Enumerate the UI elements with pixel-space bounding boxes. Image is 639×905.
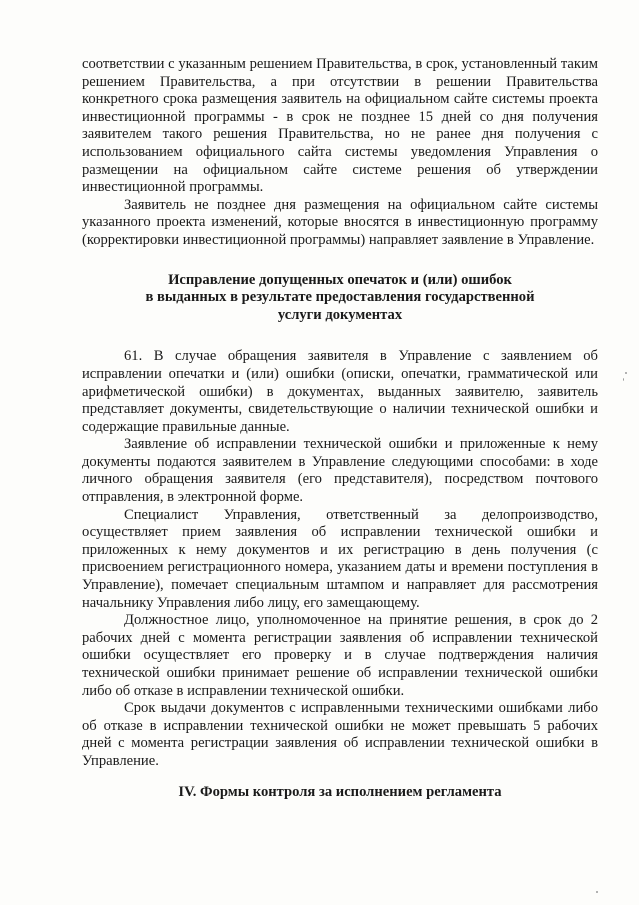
heading-line-2: в выданных в результате предоставления государственной xyxy=(145,289,535,306)
scan-speck xyxy=(625,372,627,374)
applicant-paragraph: Заявитель не позднее дня размещения на официальном сайте системы указанного проекта изменений, которые вносятся в инвестиционную программу (корректировки инвестиционной программы) направляет заявление в Управление. xyxy=(82,196,598,248)
scan-speck xyxy=(596,891,598,893)
scan-speck xyxy=(623,378,624,381)
heading-corrections xyxy=(82,272,598,325)
document-body xyxy=(82,56,598,771)
paragraph-61: 61. В случае обращения заявителя в Управление с заявлением об исправлении опечатки и (или) ошибки (описки, опечатки, грамматической или арифметической ошибки) в документах, выданных заявителю, заявитель представляет документы, свидетельствующие о наличии технической ошибки и содержащие правильные данные. xyxy=(82,348,598,435)
section-iv-title: IV. Формы контроля за исполнением регламента xyxy=(178,784,502,800)
heading-line-3: услуги документах xyxy=(277,306,403,323)
deadline-paragraph: Срок выдачи документов с исправленными техническими ошибками либо об отказе в исправлении технической ошибки не может превышать 5 рабочих дней с момента регистрации заявления об исправлении технической ошибки в Управление. xyxy=(82,700,598,769)
intro-paragraph: соответствии с указанным решением Правительства, в срок, установленный таким решением Правительства, а при отсутствии в решении Правительства конкретного срока размещения заявитель на официальном сайте системы проекта инвестиционной программы - в срок не позднее 15 дней со дня получения заявителем такого решения Правительства, но не ранее дня получения с использованием официального сайта системы уведомления Управления о размещении на официальном сайте системе решения об утверждении инвестиционной программы. xyxy=(82,56,598,196)
submission-paragraph: Заявление об исправлении технической ошибки и приложенные к нему документы подаются заявителем в Управление следующими способами: в ходе личного обращения заявителя (его представителя), посредством почтового отправления, в электронной форме. xyxy=(82,436,598,506)
specialist-paragraph: Специалист Управления, ответственный за делопроизводство, осуществляет прием заявления об исправлении технической ошибки и приложенных к нему документов и их регистрацию в день получения (с присвоением регистрационного номера, указанием даты и времени поступления в Управление), помечает специальным штампом и направляет для рассмотрения начальнику Управления либо лицу, его замещающему. xyxy=(82,506,598,611)
official-paragraph: Должностное лицо, уполномоченное на принятие решения, в срок до 2 рабочих дней с момента регистрации заявления об исправлении технической ошибки осуществляет его проверку и в случае подтверждения наличия технической ошибки принимает решение об исправлении технической ошибки либо об отказе в исправлении технической ошибки. xyxy=(82,612,598,699)
heading-line-1: Исправление допущенных опечаток и (или) ошибок xyxy=(168,271,512,288)
